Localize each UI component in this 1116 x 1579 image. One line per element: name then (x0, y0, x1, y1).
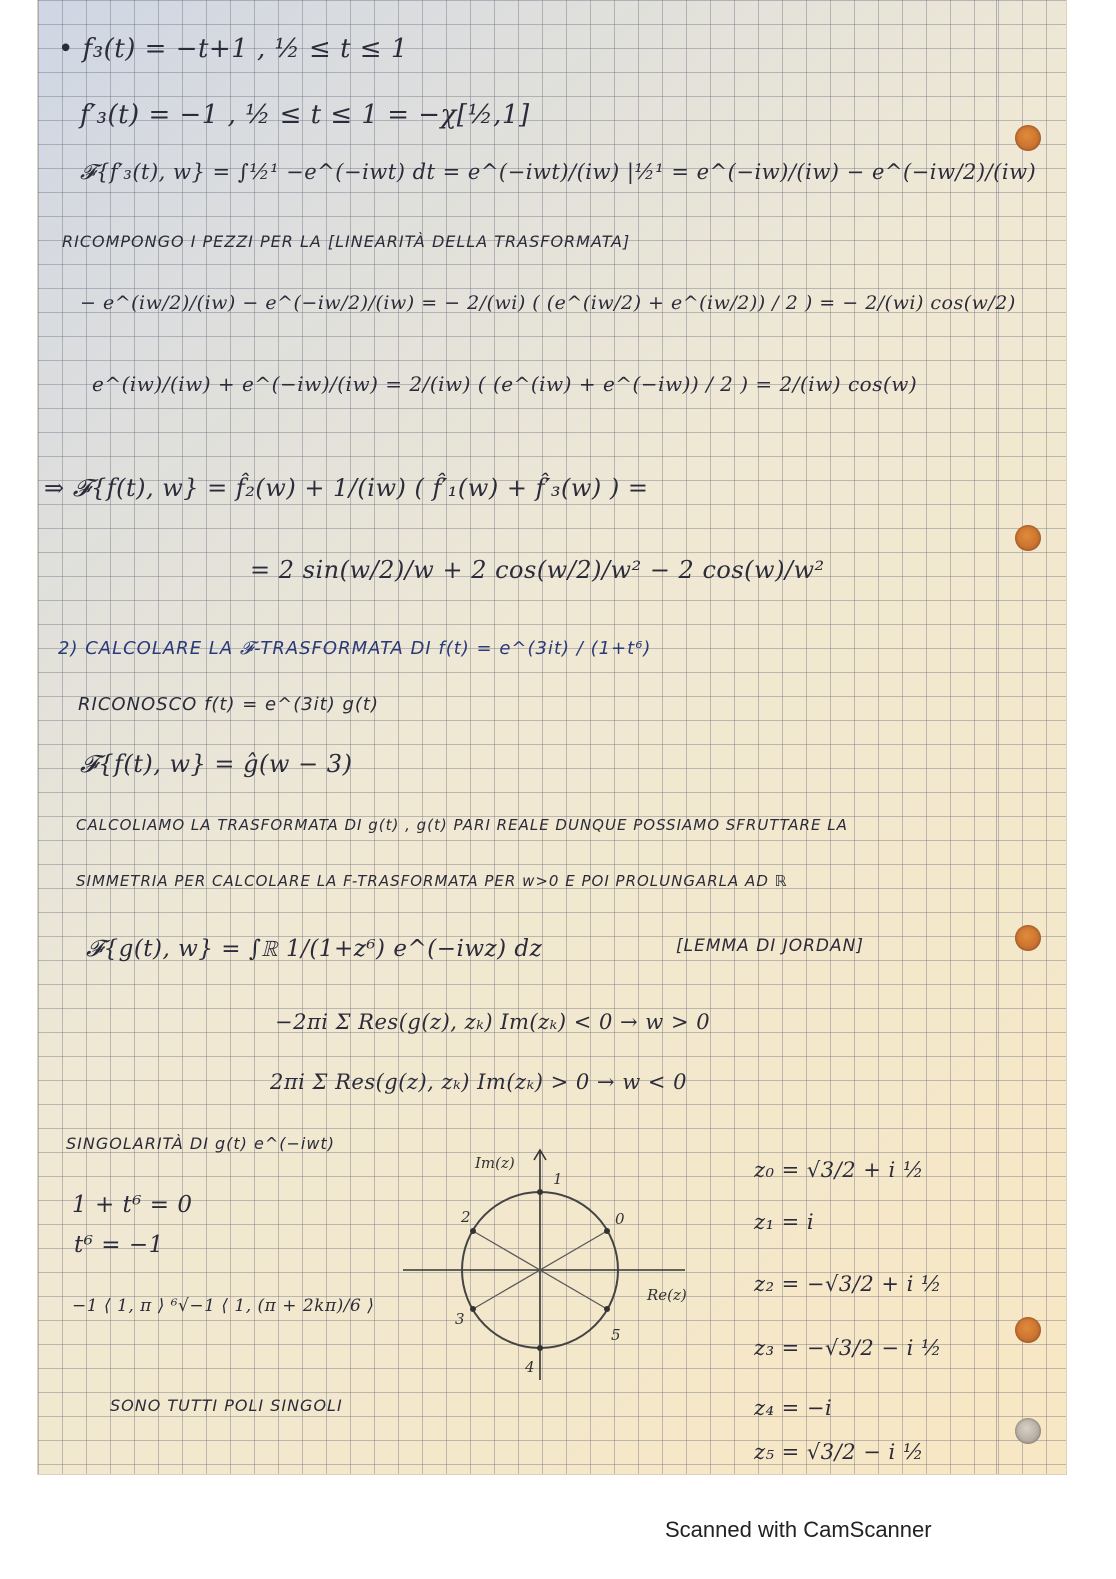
line-f3-derivative: f′₃(t) = −1 , ½ ≤ t ≤ 1 = −χ[½,1] (80, 100, 530, 130)
punch-hole (1015, 1418, 1041, 1444)
line-equation: 1 + t⁶ = 0 (72, 1192, 193, 1218)
root-point (604, 1228, 610, 1234)
point-label: 4 (525, 1358, 535, 1376)
scanner-watermark: Scanned with CamScanner (665, 1517, 932, 1542)
line-cos: e^(iw)/(iw) + e^(−iw)/(iw) = 2/(iw) ( (e^(iw) + e^(−iw)) / 2 ) = 2/(iw) cos(w) (92, 372, 918, 396)
line-shift: 𝓕{f(t), w} = ĝ(w − 3) (80, 750, 353, 778)
root-point (537, 1189, 543, 1195)
root-point (537, 1345, 543, 1351)
re-axis-label: Re(z) (647, 1286, 687, 1304)
exercise-2-title: 2) CALCOLARE LA 𝓕-TRASFORMATA DI f(t) = e^(3it) / (1+t⁶) (58, 638, 652, 659)
root-z3: z₃ = −√3/2 − i ½ (754, 1336, 942, 1360)
line-final-result: = 2 sin(w/2)/w + 2 cos(w/2)/w² − 2 cos(w)/w² (250, 556, 825, 584)
point-label: 5 (611, 1326, 621, 1344)
line-case-w-positive: −2πi Σ Res(g(z), zₖ) Im(zₖ) < 0 → w > 0 (275, 1010, 711, 1034)
point-label: 1 (553, 1170, 563, 1188)
root-z5: z₅ = √3/2 − i ½ (754, 1440, 924, 1464)
line-roots-polar: −1 ⟨ 1, π ⟩ ⁶√−1 ⟨ 1, (π + 2kπ)/6 ⟩ (72, 1296, 375, 1316)
punch-hole (1015, 125, 1041, 151)
punch-hole (1015, 1317, 1041, 1343)
line-singolarita: SINGOLARITÀ DI g(t) e^(−iwt) (66, 1134, 335, 1153)
unit-circle-diagram (395, 1140, 715, 1390)
line-poli-singoli: SONO TUTTI POLI SINGOLI (110, 1396, 343, 1415)
line-result-transform: ⇒ 𝓕{f(t), w} = f̂₂(w) + 1/(iw) ( f̂′₁(w) + f̂′₃(w) ) = (44, 474, 649, 502)
line-calcoliamo: CALCOLIAMO LA TRASFORMATA DI g(t) , g(t) PARI REALE DUNQUE POSSIAMO SFRUTTARE LA (76, 816, 848, 834)
point-label: 0 (615, 1210, 625, 1228)
root-point (470, 1228, 476, 1234)
lemma-jordan: [LEMMA DI JORDAN] (676, 936, 864, 956)
line-fourier-f3: 𝓕{f′₃(t), w} = ∫½¹ −e^(−iwt) dt = e^(−iwt)/(iw) |½¹ = e^(−iw)/(iw) − e^(−iw/2)/(iw) (80, 160, 1037, 184)
line-fourier-g: 𝓕{g(t), w} = ∫ℝ 1/(1+z⁶) e^(−iwz) dz (86, 936, 543, 962)
root-point (470, 1306, 476, 1312)
root-z1: z₁ = i (754, 1210, 815, 1234)
root-z0: z₀ = √3/2 + i ½ (754, 1158, 924, 1182)
margin-line (996, 0, 997, 1474)
line-ricompongo: RICOMPONGO I PEZZI PER LA [LINEARITÀ DELLA TRASFORMATA] (62, 232, 631, 251)
line-riconosco: RICONOSCO f(t) = e^(3it) g(t) (78, 694, 379, 715)
punch-hole (1015, 525, 1041, 551)
punch-hole (1015, 925, 1041, 951)
root-z4: z₄ = −i (754, 1396, 833, 1420)
line-case-w-negative: 2πi Σ Res(g(z), zₖ) Im(zₖ) > 0 → w < 0 (270, 1070, 687, 1094)
line-t6: t⁶ = −1 (74, 1232, 164, 1258)
line-f3-definition: • f₃(t) = −t+1 , ½ ≤ t ≤ 1 (58, 34, 408, 64)
line-simmetria: SIMMETRIA PER CALCOLARE LA F-TRASFORMATA PER w>0 E POI PROLUNGARLA AD ℝ (76, 872, 788, 890)
root-point (604, 1306, 610, 1312)
point-label: 3 (455, 1310, 465, 1328)
im-axis-label: Im(z) (475, 1154, 515, 1172)
line-cos-half: − e^(iw/2)/(iw) − e^(−iw/2)/(iw) = − 2/(wi) ( (e^(iw/2) + e^(iw/2)) / 2 ) = − 2/(wi) cos(w/2) (80, 292, 1016, 314)
point-label: 2 (461, 1208, 471, 1226)
root-z2: z₂ = −√3/2 + i ½ (754, 1272, 942, 1296)
